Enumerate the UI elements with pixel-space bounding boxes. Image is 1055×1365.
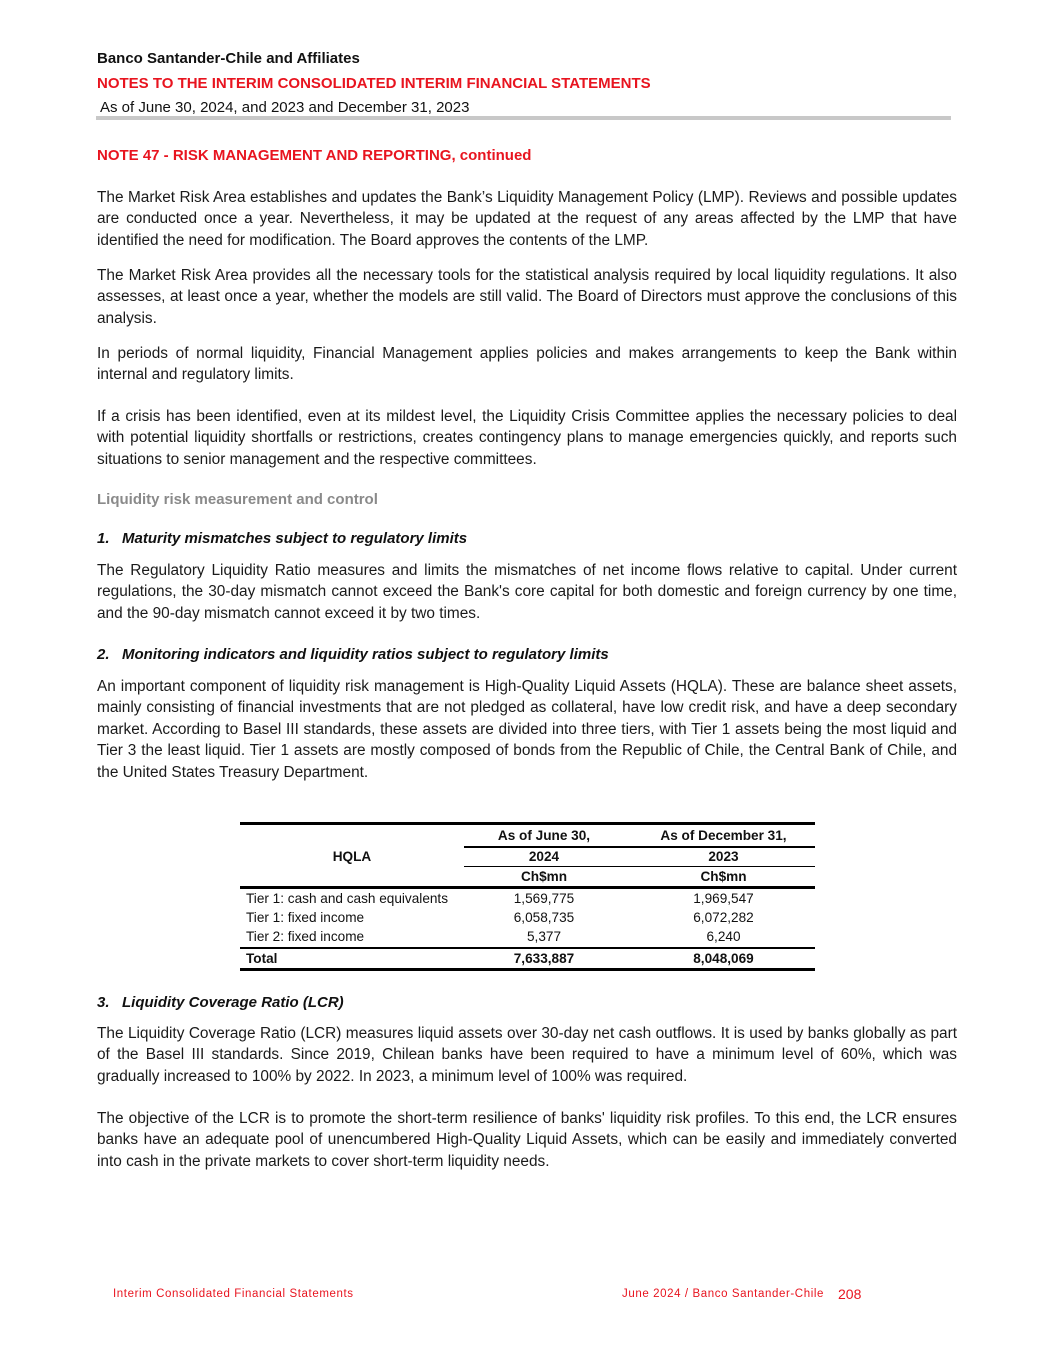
table-rule (240, 968, 815, 971)
table-rule (464, 866, 815, 867)
header-divider (96, 116, 951, 120)
row-label: Tier 1: cash and cash equivalents (246, 891, 449, 906)
date-line: As of June 30, 2024, and 2023 and December 31, 2023 (100, 99, 470, 116)
row-value: 6,240 (706, 929, 741, 944)
item-heading (97, 530, 467, 547)
notes-title: NOTES TO THE INTERIM CONSOLIDATED INTERIM FINANCIAL STATEMENTS (97, 75, 651, 92)
row-value: 6,058,735 (513, 910, 575, 925)
page-number: 208 (838, 1286, 862, 1302)
table-rule (464, 846, 815, 848)
col-header-as-of: As of June 30, (497, 828, 591, 843)
item-number: 3. (97, 994, 110, 1011)
item-heading (97, 646, 609, 663)
section-heading: Liquidity risk measurement and control (97, 491, 378, 508)
row-value: 1,969,547 (693, 891, 754, 906)
col-header-unit: Ch$mn (520, 869, 568, 884)
paragraph: The Market Risk Area provides all the necessary tools for the statistical analysis required by local liquidity regulations. It also assesses, at least once a year, whether the models are still valid. The Board of Directors must approve the conclusions of this analysis. (97, 267, 957, 327)
item-number: 2. (97, 646, 110, 663)
total-value: 8,048,069 (693, 951, 754, 966)
col-header-unit: Ch$mn (700, 869, 747, 884)
col-header-year: 2024 (528, 849, 560, 864)
item-number: 1. (97, 530, 110, 547)
company-name: Banco Santander-Chile and Affiliates (97, 50, 360, 67)
row-value: 1,569,775 (513, 891, 575, 906)
row-value: 5,377 (526, 929, 562, 944)
note-title: NOTE 47 - RISK MANAGEMENT AND REPORTING, continued (97, 147, 532, 164)
paragraph: An important component of liquidity risk management is High-Quality Liquid Assets (HQLA). These are balance sheet assets, mainly consisting of financial investments that are not pledged as collateral, have low credit risk, and have a deep secondary market. According to Basel III standards, these assets are divided into three tiers, with Tier 1 assets being the most liquid and Tier 3 the least liquid. Tier 1 assets are mostly composed of bonds from the Republic of Chile, the Central Bank of Chile, and the United States Treasury Department. (97, 678, 957, 781)
footer-doc-title: Interim Consolidated Financial Statements (113, 1288, 354, 1300)
paragraph: The Regulatory Liquidity Ratio measures and limits the mismatches of net income flows relative to capital. Under current regulations, the 30-day mismatch cannot exceed the Bank's core capital for both domestic and foreign currency by one time, and the 90-day mismatch cannot exceed it by two times. (97, 562, 957, 622)
row-label: Tier 1: fixed income (246, 910, 365, 925)
row-label: Tier 2: fixed income (246, 929, 365, 944)
table-rule (240, 822, 815, 825)
row-value: 6,072,282 (693, 910, 754, 925)
total-label: Total (246, 951, 278, 966)
col-header-hqla: HQLA (332, 849, 372, 864)
paragraph: In periods of normal liquidity, Financial Management applies policies and makes arrangements to keep the Bank within internal and regulatory limits. (97, 345, 957, 384)
table-rule (240, 947, 815, 949)
paragraph: The Liquidity Coverage Ratio (LCR) measures liquid assets over 30-day net cash outflows. It is used by banks globally as part of the Basel III standards. Since 2019, Chilean banks have been required to have a minimum level of 60%, which was gradually increased to 100% by 2022. In 2023, a minimum level of 100% was required. (97, 1025, 957, 1085)
total-value: 7,633,887 (513, 951, 575, 966)
paragraph: The Market Risk Area establishes and updates the Bank’s Liquidity Management Policy (LMP). Reviews and possible updates are conducted once a year. Nevertheless, it may be updated at the request of any areas affected by the LMP that have identified the need for modification. The Board approves the contents of the LMP. (97, 189, 957, 249)
paragraph: The objective of the LCR is to promote the short-term resilience of banks' liquidity risk profiles. To this end, the LCR ensures banks have an adequate pool of unencumbered High-Quality Liquid Assets, which can be easily and immediately converted into cash in the private markets to cover short-term liquidity needs. (97, 1110, 957, 1170)
paragraph: If a crisis has been identified, even at its mildest level, the Liquidity Crisis Committee applies the necessary policies to deal with potential liquidity shortfalls or restrictions, creates contingency plans to manage emergencies quickly, and reports such situations to senior management and the respective committees. (97, 408, 957, 468)
item-title: Maturity mismatches subject to regulatory limits (122, 530, 468, 547)
footer-period: June 2024 / Banco Santander-Chile (622, 1288, 825, 1300)
item-heading (97, 994, 344, 1011)
item-title: Liquidity Coverage Ratio (LCR) (122, 994, 344, 1011)
table-rule (240, 886, 815, 889)
col-header-year: 2023 (708, 849, 739, 864)
col-header-as-of: As of December 31, (660, 828, 787, 843)
item-title: Monitoring indicators and liquidity ratios subject to regulatory limits (122, 646, 609, 663)
